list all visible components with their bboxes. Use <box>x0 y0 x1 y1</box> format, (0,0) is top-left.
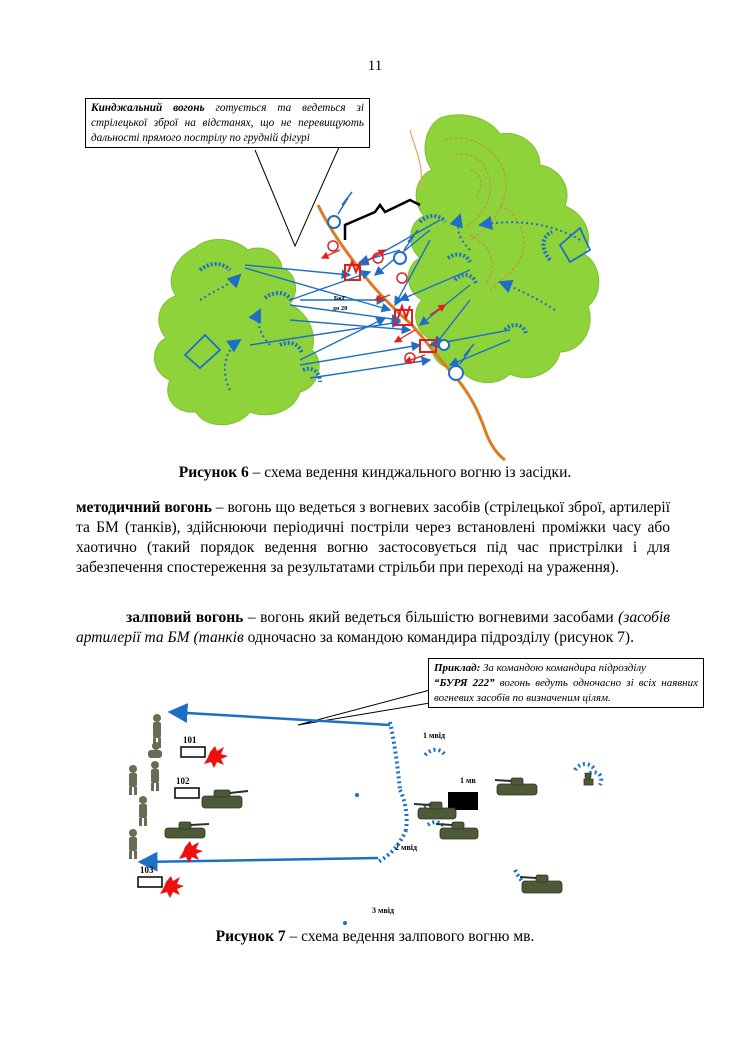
soldier-figures <box>129 714 162 859</box>
paragraph-methodical-fire <box>76 498 670 578</box>
callout-text: готується та ведеться зі стрілецької зброї на відстанях, що не перевищують дальності прямого пострілу по грудній фігурі <box>91 102 364 144</box>
unit-103-marker <box>138 877 162 887</box>
example-code: “БУРЯ 222” <box>434 677 495 689</box>
figure-6-caption-label: Рисунок 6 <box>178 464 249 481</box>
map-label-line2: до 20 <box>332 305 348 312</box>
unit-1mvid-label: 1 мвід <box>423 731 446 740</box>
unit-3mvid-label: 3 мвід <box>372 906 395 915</box>
paragraph-volley-fire <box>76 608 670 648</box>
paragraph-volley-fire-end: одночасно за командою командира підрозділу (рисунок 7). <box>243 629 634 646</box>
figure-6-caption <box>0 464 750 482</box>
callout-pointer <box>255 145 340 246</box>
callout-term: Кинджальний вогонь <box>91 102 205 114</box>
term-volley-fire: залповий вогонь <box>126 609 244 626</box>
vehicle-figures <box>165 773 593 893</box>
paragraph-volley-fire-italic: (засобів артилерії та БМ (танків <box>76 609 670 646</box>
figure-6-ambush-diagram <box>0 0 750 470</box>
map-label-line1: БкГ <box>333 295 347 302</box>
fire-bursts <box>160 746 228 898</box>
example-term: Приклад: <box>434 662 481 674</box>
figure-7-caption-label: Рисунок 7 <box>215 928 286 945</box>
figure-6-caption-text: – схема ведення кинджального вогню із засідки. <box>248 464 572 481</box>
unit-102-marker <box>175 788 199 798</box>
ambush-bracket <box>345 200 420 240</box>
unit-103-label: 103 <box>140 865 154 875</box>
paragraph-volley-fire-text: – вогонь який ведеться більшістю вогневими засобами <box>243 609 619 626</box>
figure-7-caption-text: – схема ведення залпового вогню мв. <box>285 928 535 945</box>
figure-7-example-callout <box>428 658 704 708</box>
unit-2mvid-label: 2 мвід <box>395 843 418 852</box>
figure-7-caption <box>0 928 750 946</box>
page-number: 11 <box>367 58 383 74</box>
term-methodical-fire: методичний вогонь <box>76 499 212 516</box>
unit-101-marker <box>181 747 205 757</box>
paragraph-methodical-fire-text: – вогонь що ведеться з вогневих засобів (стрілецької зброї, артилерії та БМ (танків), здійснюючи періодичні постріли через встановлені проміжки часу або хаотично (такий порядок ведення вогню застосовується під час пристрілки і для забезпечення спостереження за результатами стрільби при переході на ураження). <box>76 499 670 576</box>
left-forest-area <box>154 240 319 425</box>
unit-102-label: 102 <box>176 776 190 786</box>
example-text: За командою командира підрозділу <box>480 662 646 674</box>
example-text-2: вогонь ведуть одночасно зі всіх наявних вогневих засобів по визначеним цілям. <box>434 677 698 704</box>
figure-6-callout <box>85 98 370 148</box>
unit-101-label: 101 <box>183 735 197 745</box>
command-post-marker <box>448 792 478 810</box>
unit-1mv-label: 1 мв <box>460 776 476 785</box>
